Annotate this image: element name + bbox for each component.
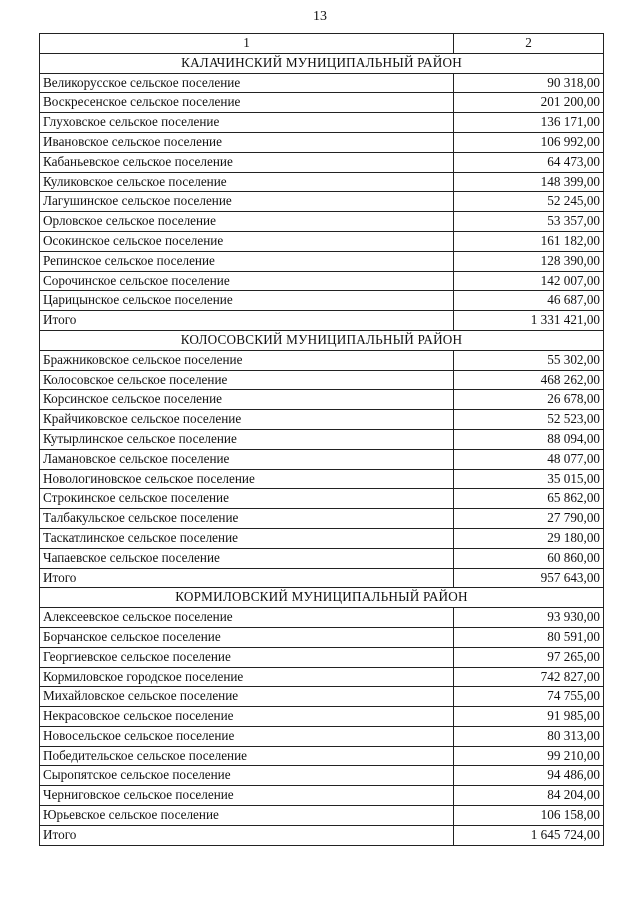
settlement-amount: 27 790,00 <box>454 509 604 529</box>
total-row <box>40 568 604 588</box>
settlement-name: Новосельское сельское поселение <box>40 726 454 746</box>
settlement-amount: 136 171,00 <box>454 113 604 133</box>
total-label: Итого <box>40 568 454 588</box>
table-row <box>40 509 604 529</box>
section-title: КОРМИЛОВСКИЙ МУНИЦИПАЛЬНЫЙ РАЙОН <box>40 588 604 608</box>
column-header-2: 2 <box>454 34 604 54</box>
settlement-name: Сыропятское сельское поселение <box>40 766 454 786</box>
settlement-amount: 201 200,00 <box>454 93 604 113</box>
total-amount: 957 643,00 <box>454 568 604 588</box>
settlement-amount: 55 302,00 <box>454 350 604 370</box>
table-row <box>40 786 604 806</box>
table-body <box>40 34 604 846</box>
settlement-name: Михайловское сельское поселение <box>40 687 454 707</box>
table-row <box>40 627 604 647</box>
settlement-amount: 93 930,00 <box>454 608 604 628</box>
settlement-name: Репинское сельское поселение <box>40 251 454 271</box>
settlement-amount: 52 245,00 <box>454 192 604 212</box>
settlement-name: Некрасовское сельское поселение <box>40 707 454 727</box>
settlement-name: Бражниковское сельское поселение <box>40 350 454 370</box>
settlement-name: Победительское сельское поселение <box>40 746 454 766</box>
settlement-name: Кормиловское городское поселение <box>40 667 454 687</box>
table-row <box>40 429 604 449</box>
settlement-name: Царицынское сельское поселение <box>40 291 454 311</box>
settlement-amount: 99 210,00 <box>454 746 604 766</box>
table-row <box>40 370 604 390</box>
table-row <box>40 548 604 568</box>
settlement-name: Чапаевское сельское поселение <box>40 548 454 568</box>
table-row <box>40 608 604 628</box>
table-row <box>40 410 604 430</box>
table-row <box>40 489 604 509</box>
settlement-name: Георгиевское сельское поселение <box>40 647 454 667</box>
section-header-row <box>40 330 604 350</box>
table-row <box>40 806 604 826</box>
settlement-amount: 84 204,00 <box>454 786 604 806</box>
table-row <box>40 271 604 291</box>
table-row <box>40 350 604 370</box>
settlement-amount: 94 486,00 <box>454 766 604 786</box>
settlement-amount: 90 318,00 <box>454 73 604 93</box>
settlement-amount: 742 827,00 <box>454 667 604 687</box>
settlement-name: Крайчиковское сельское поселение <box>40 410 454 430</box>
table-row <box>40 251 604 271</box>
settlement-amount: 74 755,00 <box>454 687 604 707</box>
settlement-amount: 46 687,00 <box>454 291 604 311</box>
settlement-name: Новологиновское сельское поселение <box>40 469 454 489</box>
settlement-amount: 91 985,00 <box>454 707 604 727</box>
table-row <box>40 113 604 133</box>
table-row <box>40 528 604 548</box>
settlement-amount: 80 591,00 <box>454 627 604 647</box>
column-header-1: 1 <box>40 34 454 54</box>
settlement-name: Осокинское сельское поселение <box>40 231 454 251</box>
settlement-amount: 106 158,00 <box>454 806 604 826</box>
section-header-row <box>40 588 604 608</box>
settlement-name: Юрьевское сельское поселение <box>40 806 454 826</box>
settlement-amount: 468 262,00 <box>454 370 604 390</box>
settlement-amount: 48 077,00 <box>454 449 604 469</box>
table-row <box>40 212 604 232</box>
settlement-amount: 65 862,00 <box>454 489 604 509</box>
settlement-name: Корсинское сельское поселение <box>40 390 454 410</box>
table-row <box>40 152 604 172</box>
settlement-name: Талбакульское сельское поселение <box>40 509 454 529</box>
table-row <box>40 647 604 667</box>
settlement-name: Орловское сельское поселение <box>40 212 454 232</box>
table-row <box>40 469 604 489</box>
settlement-amount: 52 523,00 <box>454 410 604 430</box>
section-header-row <box>40 53 604 73</box>
settlement-amount: 53 357,00 <box>454 212 604 232</box>
settlement-amount: 29 180,00 <box>454 528 604 548</box>
table-row <box>40 172 604 192</box>
table-row <box>40 93 604 113</box>
settlement-amount: 161 182,00 <box>454 231 604 251</box>
total-label: Итого <box>40 825 454 845</box>
settlement-amount: 64 473,00 <box>454 152 604 172</box>
settlement-name: Черниговское сельское поселение <box>40 786 454 806</box>
settlement-amount: 106 992,00 <box>454 132 604 152</box>
settlement-amount: 60 860,00 <box>454 548 604 568</box>
settlement-amount: 35 015,00 <box>454 469 604 489</box>
settlement-amount: 128 390,00 <box>454 251 604 271</box>
header-row <box>40 34 604 54</box>
settlement-name: Глуховское сельское поселение <box>40 113 454 133</box>
settlement-name: Алексеевское сельское поселение <box>40 608 454 628</box>
settlement-amount: 88 094,00 <box>454 429 604 449</box>
settlement-amount: 97 265,00 <box>454 647 604 667</box>
settlement-name: Строкинское сельское поселение <box>40 489 454 509</box>
table-row <box>40 449 604 469</box>
settlement-name: Борчанское сельское поселение <box>40 627 454 647</box>
page-number: 13 <box>313 9 327 24</box>
settlement-name: Лагушинское сельское поселение <box>40 192 454 212</box>
settlement-name: Ламановское сельское поселение <box>40 449 454 469</box>
table-row <box>40 291 604 311</box>
table-row <box>40 132 604 152</box>
section-title: КОЛОСОВСКИЙ МУНИЦИПАЛЬНЫЙ РАЙОН <box>40 330 604 350</box>
settlement-name: Воскресенское сельское поселение <box>40 93 454 113</box>
total-row <box>40 311 604 331</box>
total-label: Итого <box>40 311 454 331</box>
settlement-amount: 142 007,00 <box>454 271 604 291</box>
allocation-table <box>39 33 604 846</box>
settlement-name: Кабаньевское сельское поселение <box>40 152 454 172</box>
settlement-amount: 148 399,00 <box>454 172 604 192</box>
total-amount: 1 645 724,00 <box>454 825 604 845</box>
settlement-amount: 80 313,00 <box>454 726 604 746</box>
table-row <box>40 726 604 746</box>
table-row <box>40 746 604 766</box>
table-row <box>40 192 604 212</box>
settlement-name: Ивановское сельское поселение <box>40 132 454 152</box>
settlement-name: Сорочинское сельское поселение <box>40 271 454 291</box>
settlement-name: Великорусское сельское поселение <box>40 73 454 93</box>
settlement-name: Кутырлинское сельское поселение <box>40 429 454 449</box>
total-row <box>40 825 604 845</box>
table-row <box>40 766 604 786</box>
table-row <box>40 73 604 93</box>
table-row <box>40 687 604 707</box>
settlement-name: Колосовское сельское поселение <box>40 370 454 390</box>
table-row <box>40 390 604 410</box>
settlement-name: Куликовское сельское поселение <box>40 172 454 192</box>
table-row <box>40 707 604 727</box>
table-row <box>40 231 604 251</box>
total-amount: 1 331 421,00 <box>454 311 604 331</box>
section-title: КАЛАЧИНСКИЙ МУНИЦИПАЛЬНЫЙ РАЙОН <box>40 53 604 73</box>
settlement-amount: 26 678,00 <box>454 390 604 410</box>
settlement-name: Таскатлинское сельское поселение <box>40 528 454 548</box>
table-row <box>40 667 604 687</box>
